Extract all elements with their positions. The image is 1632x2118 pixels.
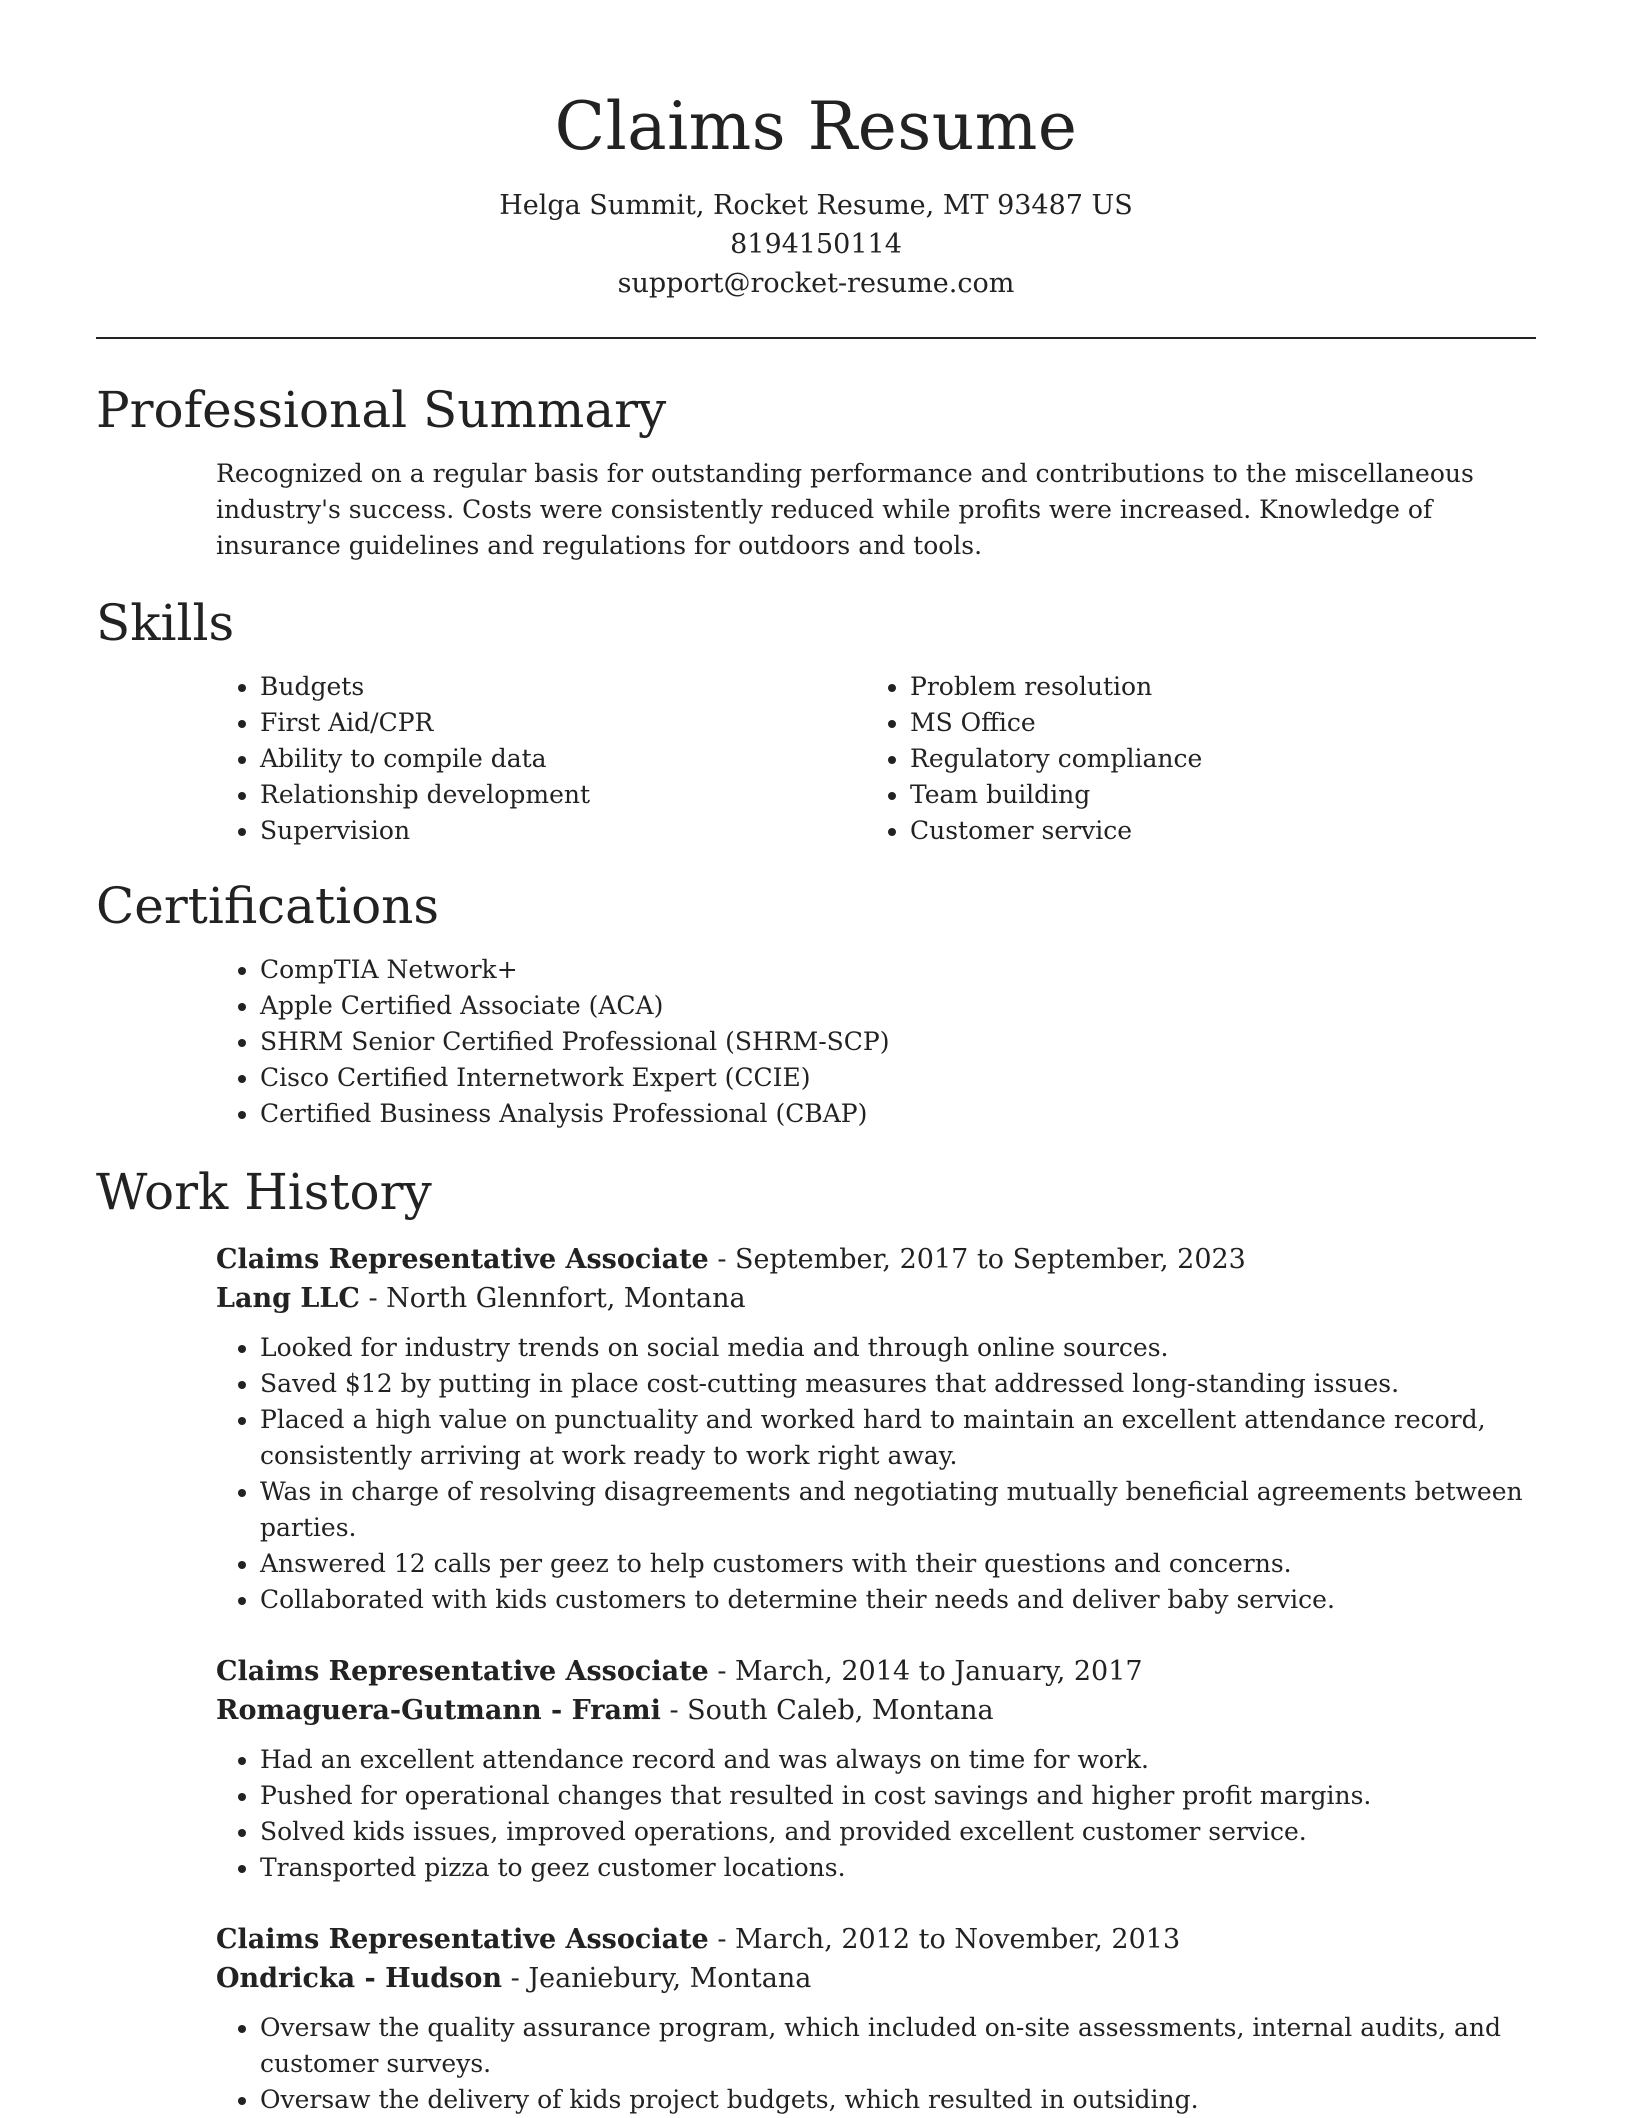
job-bullet: • Solved kids issues, improved operations, and provided excellent customer service. xyxy=(260,1814,1536,1850)
resume-title: Claims Resume xyxy=(554,88,1078,165)
skill-item: • Problem resolution xyxy=(910,669,1470,705)
certifications-list xyxy=(96,952,1536,1132)
job-entry xyxy=(96,1240,1536,1618)
skill-item: • Team building xyxy=(910,777,1470,813)
skill-item: • MS Office xyxy=(910,705,1470,741)
job-bullet: • Transported pizza to geez customer locations. xyxy=(260,1850,1536,1886)
job-bullets xyxy=(96,1742,1536,1886)
job-role: Claims Representative Associate xyxy=(216,1656,709,1687)
job-company: Ondricka - Hudson xyxy=(216,1963,503,1994)
job-company: Romaguera-Gutmann - Frami xyxy=(216,1695,661,1726)
job-location: - North Glennfort, Montana xyxy=(359,1283,746,1314)
certifications-section xyxy=(96,876,1536,1132)
job-entry xyxy=(96,1652,1536,1886)
job-bullets xyxy=(96,1330,1536,1618)
job-bullet: • Collaborated with kids customers to determine their needs and deliver baby service. xyxy=(260,1582,1536,1618)
job-bullet: • Was in charge of resolving disagreements and negotiating mutually beneficial agreements between parties. xyxy=(260,1474,1536,1546)
job-title-line xyxy=(96,1240,1536,1279)
skill-item: • Budgets xyxy=(260,669,746,705)
contact-block xyxy=(96,186,1536,303)
job-location: - Jeaniebury, Montana xyxy=(502,1963,812,1994)
email-text: support@rocket-resume.com xyxy=(617,268,1015,299)
certification-item: • Apple Certified Associate (ACA) xyxy=(260,988,1536,1024)
job-role: Claims Representative Associate xyxy=(216,1244,709,1275)
header-divider xyxy=(96,337,1536,339)
skills-section xyxy=(96,593,1536,849)
job-role: Claims Representative Associate xyxy=(216,1924,709,1955)
job-dates: - September, 2017 to September, 2023 xyxy=(708,1244,1246,1275)
certification-item: • CompTIA Network+ xyxy=(260,952,1536,988)
job-dates: - March, 2012 to November, 2013 xyxy=(708,1924,1181,1955)
job-entry xyxy=(96,1920,1536,2118)
certification-item: • Certified Business Analysis Professional (CBAP) xyxy=(260,1096,1536,1132)
skills-right-list xyxy=(746,669,1470,849)
job-company-line xyxy=(96,1279,1536,1318)
job-bullets xyxy=(96,2010,1536,2118)
certification-item: • SHRM Senior Certified Professional (SHRM-SCP) xyxy=(260,1024,1536,1060)
skill-item: • First Aid/CPR xyxy=(260,705,746,741)
skills-left-list xyxy=(96,669,746,849)
job-bullet: • Placed a high value on punctuality and worked hard to maintain an excellent attendance record, consistently arriving at work ready to work right away. xyxy=(260,1402,1536,1474)
phone-text: 8194150114 xyxy=(730,229,902,260)
job-bullet: • Oversaw the quality assurance program, which included on-site assessments, internal audits, and customer surveys. xyxy=(260,2010,1536,2082)
job-company: Lang LLC xyxy=(216,1283,360,1314)
skills-heading: Skills xyxy=(96,594,235,652)
skills-grid xyxy=(96,669,1536,849)
address-text: Helga Summit, Rocket Resume, MT 93487 US xyxy=(499,190,1133,221)
job-bullet: • Had an excellent attendance record and was always on time for work. xyxy=(260,1742,1536,1778)
job-title-line xyxy=(96,1920,1536,1959)
resume-header xyxy=(96,0,1536,339)
skill-item: • Regulatory compliance xyxy=(910,741,1470,777)
job-bullet: • Oversaw the delivery of kids project budgets, which resulted in outsiding. xyxy=(260,2082,1536,2118)
job-dates: - March, 2014 to January, 2017 xyxy=(708,1656,1143,1687)
resume-page xyxy=(96,0,1536,2114)
certification-item: • Cisco Certified Internetwork Expert (CCIE) xyxy=(260,1060,1536,1096)
skill-item: • Relationship development xyxy=(260,777,746,813)
skill-item: • Supervision xyxy=(260,813,746,849)
job-company-line xyxy=(96,1691,1536,1730)
certifications-heading: Certifications xyxy=(96,877,440,935)
job-bullet: • Looked for industry trends on social media and through online sources. xyxy=(260,1330,1536,1366)
job-location: - South Caleb, Montana xyxy=(660,1695,994,1726)
summary-heading: Professional Summary xyxy=(96,381,667,439)
job-bullet: • Pushed for operational changes that resulted in cost savings and higher profit margins. xyxy=(260,1778,1536,1814)
work-history-section xyxy=(96,1162,1536,2118)
skill-item: • Customer service xyxy=(910,813,1470,849)
summary-text: Recognized on a regular basis for outstanding performance and contributions to the miscellaneous industry's success. Costs were consistently reduced while profits were increased. Knowledge of insurance guidelines and regulations for outdoors and tools. xyxy=(216,459,1474,560)
job-bullet: • Answered 12 calls per geez to help customers with their questions and concerns. xyxy=(260,1546,1536,1582)
work-history-heading: Work History xyxy=(96,1163,432,1221)
summary-section xyxy=(96,380,1536,564)
job-title-line xyxy=(96,1652,1536,1691)
job-company-line xyxy=(96,1959,1536,1998)
job-bullet: • Saved $12 by putting in place cost-cutting measures that addressed long-standing issues. xyxy=(260,1366,1536,1402)
skill-item: • Ability to compile data xyxy=(260,741,746,777)
